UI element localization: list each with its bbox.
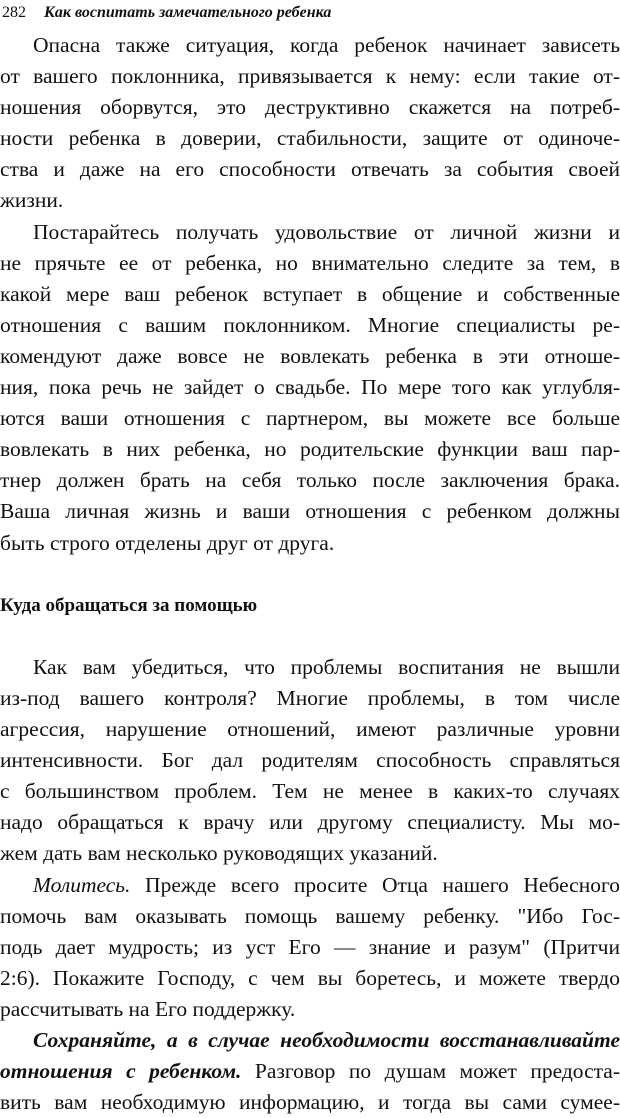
- paragraph-2-line: Постарайтесь получать удовольствие от личной жизни и: [33, 219, 620, 244]
- section-heading: Куда обращаться за помощью: [0, 594, 258, 616]
- paragraph-2-line: ются ваши отношения с партнером, вы можете все больше: [0, 406, 620, 431]
- paragraph-1-line: ства и даже на его способности отвечать за события своей: [0, 157, 620, 182]
- paragraph-1-line: ношения оборвутся, это деструктивно скажется на потреб-: [0, 95, 620, 120]
- paragraph-3-line: агрессия, нарушение отношений, имеют различные уровни: [0, 717, 620, 742]
- paragraph-2-line: Ваша личная жизнь и ваши отношения с ребенком должны: [0, 499, 620, 524]
- paragraph-2-line: комендуют даже вовсе не вовлекать ребенка в эти отноше-: [0, 343, 620, 368]
- paragraph-3-line: с большинством проблем. Тем не менее в каких-то случаях: [0, 779, 620, 804]
- paragraph-2-line: вовлекать в них ребенка, но родительские функции ваш пар-: [0, 437, 620, 462]
- paragraph-3-line: надо обращаться к врачу или другому специалисту. Мы мо-: [0, 810, 620, 835]
- spacer: [0, 559, 620, 590]
- paragraph-2-line: отношения с вашим поклонником. Многие специалисты ре-: [0, 312, 620, 337]
- paragraph-3-line: Как вам убедиться, что проблемы воспитания не вышли: [33, 654, 620, 679]
- page-number: 282: [2, 4, 26, 21]
- paragraph-1-line: от вашего поклонника, привязывается к нему: если такие от-: [0, 64, 620, 89]
- paragraph-5-first-line: [0, 1025, 620, 1056]
- paragraph-5-second-line-rest: Разговор по душам может предоста-: [241, 1059, 620, 1084]
- keep-relationship-lead-cont: отношения с ребенком.: [0, 1059, 242, 1084]
- keep-relationship-lead: Сохраняйте, а в случае необходимости восстанавливайте: [33, 1028, 620, 1052]
- paragraph-4-first-line-rest: Прежде всего просите Отца нашего Небесного: [130, 872, 620, 897]
- paragraph-4-first-line: [0, 870, 620, 901]
- running-head: [2, 2, 331, 24]
- paragraph-1-line: жизни.: [0, 188, 64, 213]
- paragraph-2-line: быть строго отделены друг от друга.: [0, 530, 335, 555]
- paragraph-4-line: 2:6). Покажите Господу, с чем вы боретесь, и можете твердо: [0, 965, 620, 990]
- paragraph-3-line: из-под вашего контроля? Многие проблемы, в том числе: [0, 685, 620, 710]
- paragraph-5-second-line: [0, 1056, 620, 1087]
- spacer: [0, 621, 620, 652]
- paragraph-3-line: интенсивности. Бог дал родителям способность справляться: [0, 748, 620, 773]
- paragraph-3-line: жем дать вам несколько руководящих указаний.: [0, 841, 438, 866]
- paragraph-2-line: какой мере ваш ребенок вступает в общение и собственные: [0, 281, 620, 306]
- paragraph-1-line: Опасна также ситуация, когда ребенок начинает зависеть: [33, 33, 620, 57]
- paragraph-2-line: не прячьте ее от ребенка, но внимательно следите за тем, в: [0, 250, 620, 275]
- paragraph-2-line: тнер должен брать на себя только после заключения брака.: [0, 468, 620, 493]
- running-title: Как воспитать замечательного ребенка: [44, 4, 332, 21]
- paragraph-4-line: подь дает мудрость; из уст Его — знание и разум" (Притчи: [0, 934, 620, 959]
- body-text: [0, 30, 620, 1118]
- pray-lead-italic: Молитесь.: [33, 872, 131, 897]
- paragraph-1-line: ности ребенка в доверии, стабильности, защите от одиноче-: [0, 126, 620, 151]
- paragraph-4-line: помочь вам оказывать помощь вашему ребенку. "Ибо Гос-: [0, 903, 620, 928]
- paragraph-4-line: рассчитывать на Его поддержку.: [0, 996, 296, 1021]
- paragraph-5-line: вить вам необходимую информацию, и тогда вы сами сумее-: [0, 1090, 620, 1115]
- paragraph-2-line: ния, пока речь не зайдет о свадьбе. По мере того как углубля-: [0, 375, 620, 400]
